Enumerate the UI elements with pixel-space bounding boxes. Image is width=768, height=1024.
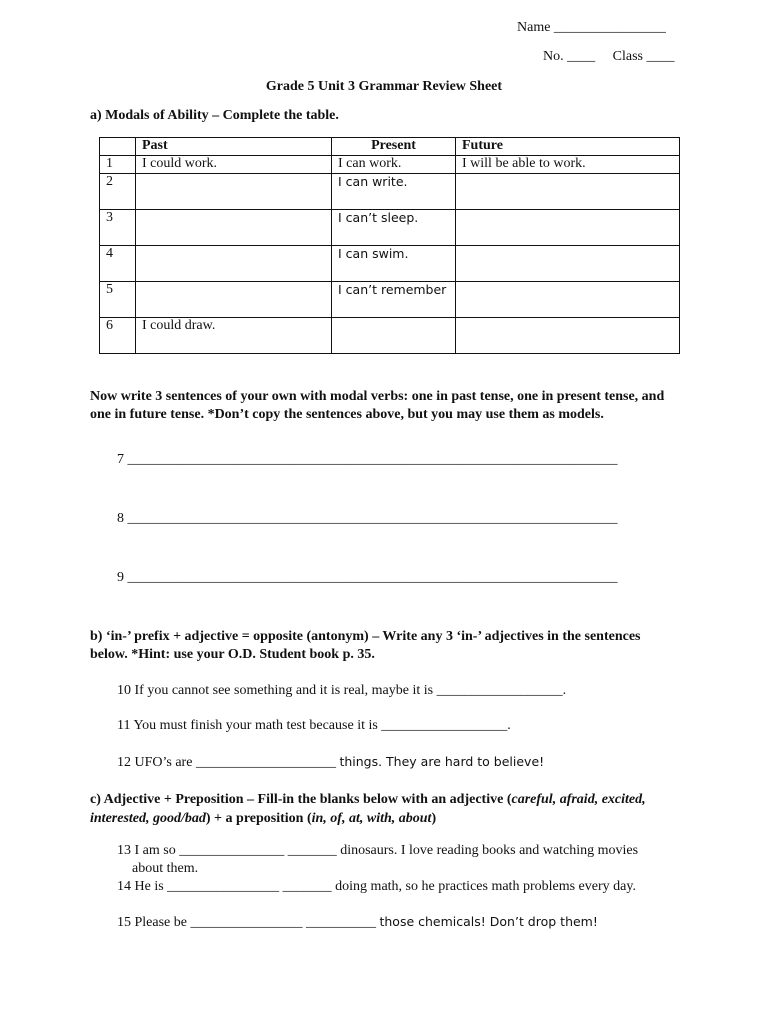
present-cell: I can’t remember	[332, 282, 456, 318]
writing-instructions: Now write 3 sentences of your own with modal verbs: one in past tense, one in present tense, and one in future tense. *Don’t copy the sentences above, but you may use them as models.	[90, 389, 665, 422]
past-cell: I could work.	[136, 156, 332, 174]
header-present: Present	[332, 138, 456, 156]
past-cell: I could draw.	[136, 318, 332, 354]
table-row	[100, 156, 680, 174]
question-10[interactable]: 10 If you cannot see something and it is real, maybe it is __________________.	[117, 683, 567, 698]
present-cell: I can swim.	[332, 246, 456, 282]
question-11[interactable]: 11 You must finish your math test because it is __________________.	[117, 718, 511, 733]
row-number: 2	[100, 174, 136, 210]
name-field[interactable]: Name ________________	[517, 20, 666, 35]
question-13-continued: about them.	[132, 861, 199, 876]
page-title: Grade 5 Unit 3 Grammar Review Sheet	[265, 79, 503, 94]
section-b-heading: b) ‘in-’ prefix + adjective = opposite (antonym) – Write any 3 ‘in-’ adjectives in the sentences below. *Hint: use your O.D. Student book p. 35.	[90, 629, 641, 662]
number-class-fields	[543, 49, 674, 65]
header-future: Future	[456, 138, 680, 156]
present-cell: I can write.	[332, 174, 456, 210]
future-cell[interactable]	[456, 282, 680, 318]
q12-blank[interactable]: ____________________	[195, 755, 336, 770]
table-row	[100, 210, 680, 246]
section-a-heading: a) Modals of Ability – Complete the table.	[90, 108, 339, 123]
present-cell: I can work.	[332, 156, 456, 174]
row-number: 1	[100, 156, 136, 174]
header-past: Past	[136, 138, 332, 156]
future-cell[interactable]	[456, 246, 680, 282]
row-number: 6	[100, 318, 136, 354]
table-row	[100, 318, 680, 354]
table-header-row	[100, 138, 680, 156]
future-cell: I will be able to work.	[456, 156, 680, 174]
number-field[interactable]: No. ____	[543, 49, 596, 64]
past-cell[interactable]	[136, 210, 332, 246]
answer-line-7[interactable]: 7 ______________________________________________________________________	[117, 452, 618, 467]
preposition-options: in, of, at, with, about	[311, 811, 432, 826]
q15-blank[interactable]: _____	[340, 915, 376, 930]
section-c-heading: c) Adjective + Preposition – Fill-in the blanks below with an adjective (careful, afraid, excited, interested, good/bad) + a preposition (in, of, at, with, about)	[90, 792, 646, 826]
table-row	[100, 174, 680, 210]
past-cell[interactable]	[136, 174, 332, 210]
header-num	[100, 138, 136, 156]
table-row	[100, 282, 680, 318]
future-cell[interactable]	[456, 318, 680, 354]
past-cell[interactable]	[136, 282, 332, 318]
adjective-options: careful, afraid, excited, interested, good/bad	[90, 792, 646, 826]
q15-text-end: those chemicals! Don’t drop them!	[379, 914, 598, 929]
present-cell[interactable]	[332, 318, 456, 354]
class-field[interactable]: Class ____	[612, 49, 675, 64]
present-cell: I can’t sleep.	[332, 210, 456, 246]
q12-text-start: 12 UFO’s are	[117, 755, 193, 770]
question-15[interactable]	[117, 914, 598, 931]
future-cell[interactable]	[456, 210, 680, 246]
q12-text-end: things. They are hard to believe!	[339, 754, 545, 769]
question-12[interactable]	[117, 754, 544, 771]
past-cell[interactable]	[136, 246, 332, 282]
row-number: 4	[100, 246, 136, 282]
table-row	[100, 246, 680, 282]
question-13[interactable]: 13 I am so _______________ _______ dinosaurs. I love reading books and watching movies	[117, 843, 639, 858]
row-number: 5	[100, 282, 136, 318]
answer-line-9[interactable]: 9 ______________________________________________________________________	[117, 570, 618, 585]
question-14[interactable]: 14 He is ________________ _______ doing math, so he practices math problems every day.	[117, 879, 636, 894]
q15-text-start[interactable]: 15 Please be ________________ _____	[117, 915, 341, 930]
answer-line-8[interactable]: 8 ______________________________________________________________________	[117, 511, 618, 526]
row-number: 3	[100, 210, 136, 246]
modals-table	[99, 137, 680, 354]
future-cell[interactable]	[456, 174, 680, 210]
